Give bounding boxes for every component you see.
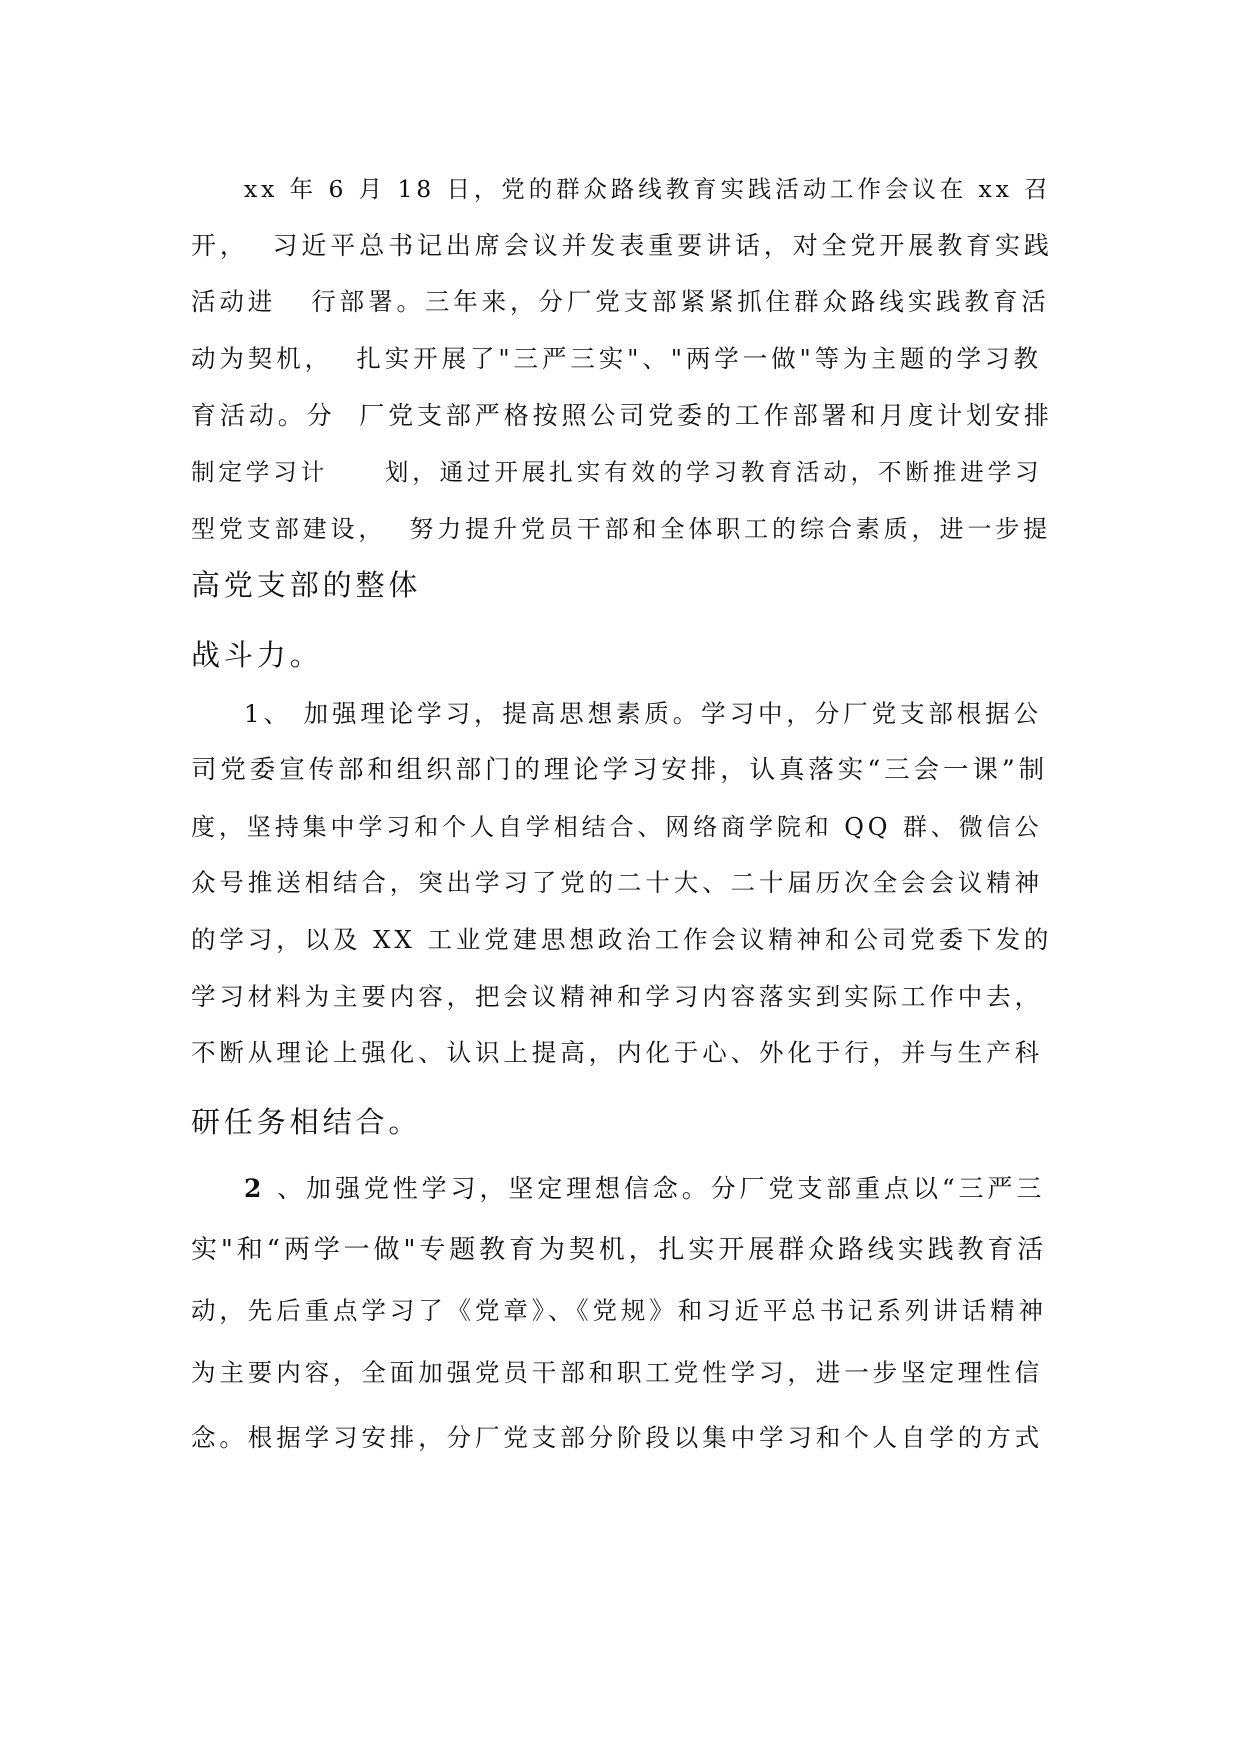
section1-line-6: 学习材料为主要内容，把会议精神和学习内容落实到实际工作中去， <box>191 982 1043 1011</box>
section2-line-2: 实"和“两学一做"专题教育为契机，扎实开展群众路线实践教育活 <box>191 1235 1048 1265</box>
section2-line-3: 动，先后重点学习了《党章》、《党规》和习近平总书记系列讲话精神 <box>191 1296 1047 1325</box>
intro-line-8: 高党支部的整体 <box>191 568 422 602</box>
intro-tail-line: 战斗力。 <box>191 638 323 672</box>
intro-line-7: 型党支部建设， 努力提升党员干部和全体职工的综合素质，进一步提 <box>191 515 1052 543</box>
intro-line-4: 动为契机， 扎实开展了"三严三实"、"两学一做"等为主题的学习教 <box>191 344 1042 373</box>
section1-line-7: 不断从理论上强化、认识上提高，内化于心、外化于行，并与生产科 <box>191 1038 1043 1067</box>
section1-line-3: 度，坚持集中学习和个人自学相结合、网络商学院和 QQ 群、微信公 <box>191 813 1043 841</box>
section2-line-4: 为主要内容，全面加强党员干部和职工党性学习，进一步坚定理性信 <box>191 1358 1043 1387</box>
intro-line-6: 制定学习计 划，通过开展扎实有效的学习教育活动，不断推进学习 <box>191 458 1043 486</box>
section1-line-1-text: 加强理论学习，提高思想素质。学习中，分厂党支部根据公 <box>291 699 1042 728</box>
section2-line-1 <box>244 1172 1045 1206</box>
intro-line-5: 育活动。分 厂党支部严格按照公司党委的工作部署和月度计划安排 <box>191 401 1053 430</box>
intro-line-2: 开， 习近平总书记出席会议并发表重要讲话，对全党开展教育实践 <box>191 231 1053 260</box>
intro-line-3: 活动进 行部署。三年来，分厂党支部紧紧抓住群众路线实践教育活 <box>191 287 1050 316</box>
section1-line-4: 众号推送相结合，突出学习了党的二十大、二十届历次全会会议精神 <box>191 868 1043 897</box>
section2-number: 2 <box>244 1174 266 1203</box>
section2-line-5: 念。根据学习安排，分厂党支部分阶段以集中学习和个人自学的方式 <box>191 1423 1043 1452</box>
section1-line-2: 司党委宣传部和组织部门的理论学习安排，认真落实“三会一课”制 <box>191 755 1049 785</box>
section2-line-1-text: 、加强党性学习，坚定理想信念。分厂党支部重点以“三严三 <box>265 1174 1046 1203</box>
section1-line-5: 的学习，以及 XX 工业党建思想政治工作会议精神和公司党委下发的 <box>191 925 1053 954</box>
section1-number: 1、 <box>244 699 292 728</box>
section1-line-8: 研任务相结合。 <box>191 1105 422 1139</box>
section1-line-1 <box>244 697 1042 731</box>
intro-line-1: xx 年 6 月 18 日，党的群众路线教育实践活动工作会议在 xx 召 <box>244 175 1052 203</box>
